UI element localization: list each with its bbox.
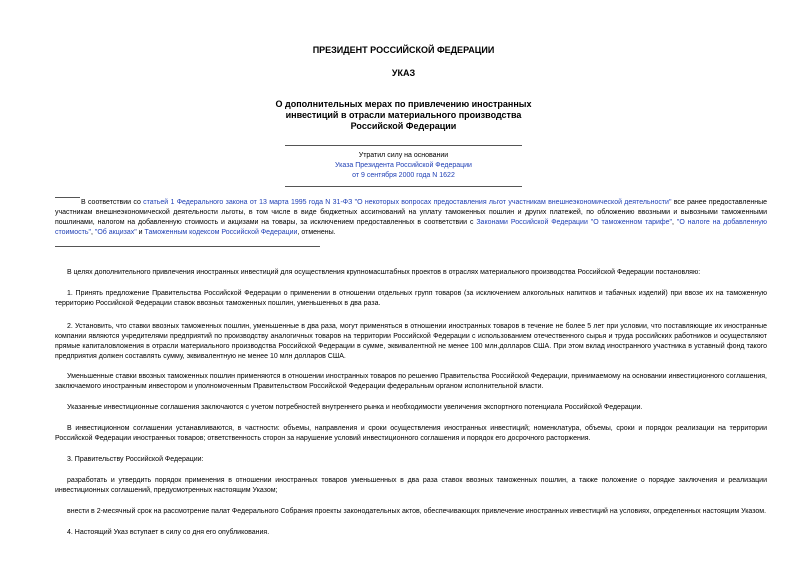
document-type: УКАЗ <box>391 68 416 78</box>
paragraph-6: 3. Правительству Российской Федерации: <box>67 456 204 463</box>
intro-paragraph: В целях дополнительного привлечения иностранных инвестиций для осуществления крупномасштабных проектов в отраслях материального производства Российской Федерации постановляю: <box>67 269 701 276</box>
text: В соответствии со <box>81 199 144 206</box>
paragraph-8: внести в 2-месячный срок на рассмотрение палат Федерального Собрания проекты законодательных актов, обеспечивающих привлечение иностранных инвестиций на условиях, определенных настоящим Указом. <box>67 508 767 515</box>
divider <box>285 186 522 187</box>
issuer-heading: ПРЕЗИДЕНТ РОССИЙСКОЙ ФЕДЕРАЦИИ <box>312 45 495 55</box>
revocation-link[interactable]: Указа Президента Российской Федерации <box>335 162 472 169</box>
title-line: Российской Федерации <box>350 121 457 131</box>
title-line: инвестиций в отрасли материального производства <box>285 110 522 120</box>
customs-tariff-link[interactable]: Законами Российской Федерации "О таможенном тарифе" <box>476 219 673 226</box>
divider <box>285 145 522 146</box>
revocation-link[interactable]: от 9 сентября 2000 года N 1622 <box>352 172 455 179</box>
text: и <box>136 229 145 236</box>
text: , отменены. <box>297 229 336 236</box>
text: , <box>90 229 95 236</box>
preamble-paragraph <box>55 198 767 238</box>
excise-law-link[interactable]: "Об акцизах" <box>94 229 137 236</box>
paragraph-5: В инвестиционном соглашении устанавливаются, в частности: объемы, направления и сроки осуществления иностранных инвестиций; номенклатура, объемы, сроки и порядок реализации на территории Российской Федерации иностранных товаров; ответственность сторон за нарушение условий инвестиционного соглашения и порядок его досрочного расторжения. <box>55 425 767 442</box>
paragraph-1: 1. Принять предложение Правительства Российской Федерации о применении в отношении отдельных групп товаров (за исключением алкогольных напитков и табачных изделий) при ввозе их на таможенную территорию Российской Федерации ставок ввозных таможенных пошлин, уменьшенных в два раза. <box>55 290 767 307</box>
paragraph-4: Указанные инвестиционные соглашения заключаются с учетом потребностей внутреннего рынка и необходимости увеличения экспортного потенциала Российской Федерации. <box>67 404 643 411</box>
text: , <box>672 219 677 226</box>
text: все ранее предоставленные участникам внешнеэкономической деятельности льготы, в том числе в виде бюджетных ассигнований на уплату таможенных пошлин и других платежей, по обложению ввозными и вывозными таможенными пошлинами, налогом на добавленную стоимость и акцизами на товары, за исключением предоставленных в соответствии с <box>55 199 767 226</box>
customs-code-link[interactable]: Таможенным кодексом Российской Федерации <box>144 229 298 236</box>
revocation-text: Утратил силу на основании <box>358 152 449 159</box>
document-title <box>0 99 807 132</box>
vat-law-link[interactable]: "О налоге на добавленную стоимость" <box>55 219 767 236</box>
law-link[interactable]: статьей 1 Федерального закона от 13 марта 1995 года N 31-ФЗ "О некоторых вопросах предоставления льгот участникам внешнеэкономической деятельности" <box>143 199 672 206</box>
paragraph-9: 4. Настоящий Указ вступает в силу со дня его опубликования. <box>67 529 270 536</box>
revocation-note <box>250 151 557 181</box>
title-line: О дополнительных мерах по привлечению иностранных <box>275 99 532 109</box>
paragraph-7: разработать и утвердить порядок применения в отношении иностранных товаров уменьшенных в два раза ставок ввозных таможенных пошлин, а также положение о порядке заключения и реализации инвестиционных соглашений, предусмотренных настоящим Указом; <box>55 477 767 494</box>
paragraph-3: Уменьшенные ставки ввозных таможенных пошлин применяются в отношении иностранных товаров по решению Правительства Российской Федерации, принимаемому на основании инвестиционного соглашения, заключаемого иностранным инвестором и уполномоченным Правительством Российской Федерации федеральным органом исполнительной власти. <box>55 373 767 390</box>
paragraph-2: 2. Установить, что ставки ввозных таможенных пошлин, уменьшенные в два раза, могут применяться в отношении иностранных товаров в течение не более 5 лет при условии, что поставляющие их иностранные компании являются учредителями предприятий по производству аналогичных товаров на территории Российской Федерации с использованием отечественного сырья и труда российских работников и осуществляют прямые капиталовложения в отрасли материального производства Российской Федерации в сумме, эквивалентной не менее 100 млн.долларов США. При этом вклад иностранного участника в уставный фонд такого предприятия должен составлять сумму, эквивалентную не менее 10 млн долларов США. <box>55 323 767 360</box>
divider <box>55 246 320 247</box>
